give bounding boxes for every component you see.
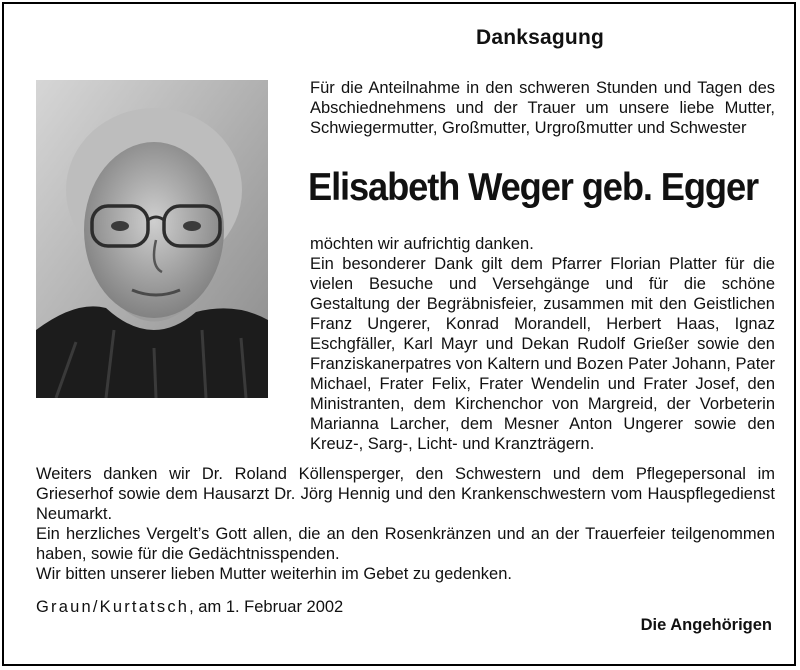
further-thanks-block [36,464,775,584]
remembrance-line: Wir bitten unserer lieben Mutter weiterhin im Gebet zu gedenken. [36,565,512,583]
place-date-line [36,597,343,617]
intro-text: Für die Anteilnahme in den schweren Stunden und Tagen des Abschiednehmens und der Trauer um unsere liebe Mutter, Schwiegermutter, Großmutter, Urgroßmutter und Schwester [310,79,775,137]
prayer-thanks-paragraph: Ein herzliches Vergelt’s Gott allen, die an den Rosenkränzen und an der Trauerfeier teilgenommen haben, sowie für die Gedächtnisspenden. [36,525,775,563]
notice-heading: Danksagung [475,26,605,49]
further-thanks-paragraph: Weiters danken wir Dr. Roland Köllensperger, den Schwestern und dem Pflegepersonal im Grieserhof sowie dem Hausarzt Dr. Jörg Hennig und den Krankenschwestern vom Hauspflegedienst Neumarkt. [36,465,775,523]
signature-text: Die Angehörigen [640,616,772,634]
thanks-line: möchten wir aufrichtig danken. [310,235,534,253]
date-text: , am 1. Februar 2002 [189,598,344,616]
main-thanks-block [310,234,775,454]
place-text: Graun/Kurtatsch [36,598,190,616]
portrait-photo [36,80,268,398]
deceased-name: Elisabeth Weger geb. Egger [308,166,759,209]
special-thanks-paragraph: Ein besonderer Dank gilt dem Pfarrer Florian Platter für die vielen Besuche und Versehgänge und für die schöne Gestaltung der Begräbnisfeier, zusammen mit den Geistlichen Franz Ungerer, Konrad Morandell, Herbert Haas, Ignaz Eschgfäller, Karl Mayr und Dekan Rudolf Grießer sowie den Franziskanerpatres von Kaltern und Bozen Pater Johann, Pater Michael, Frater Felix, Frater Wendelin und Frater Josef, den Ministranten, dem Kirchenchor von Margreid, der Vorbeterin Marianna Larcher, dem Mesner Anton Ungerer sowie den Kreuz-, Sarg-, Licht- und Kranzträgern. [310,255,775,453]
